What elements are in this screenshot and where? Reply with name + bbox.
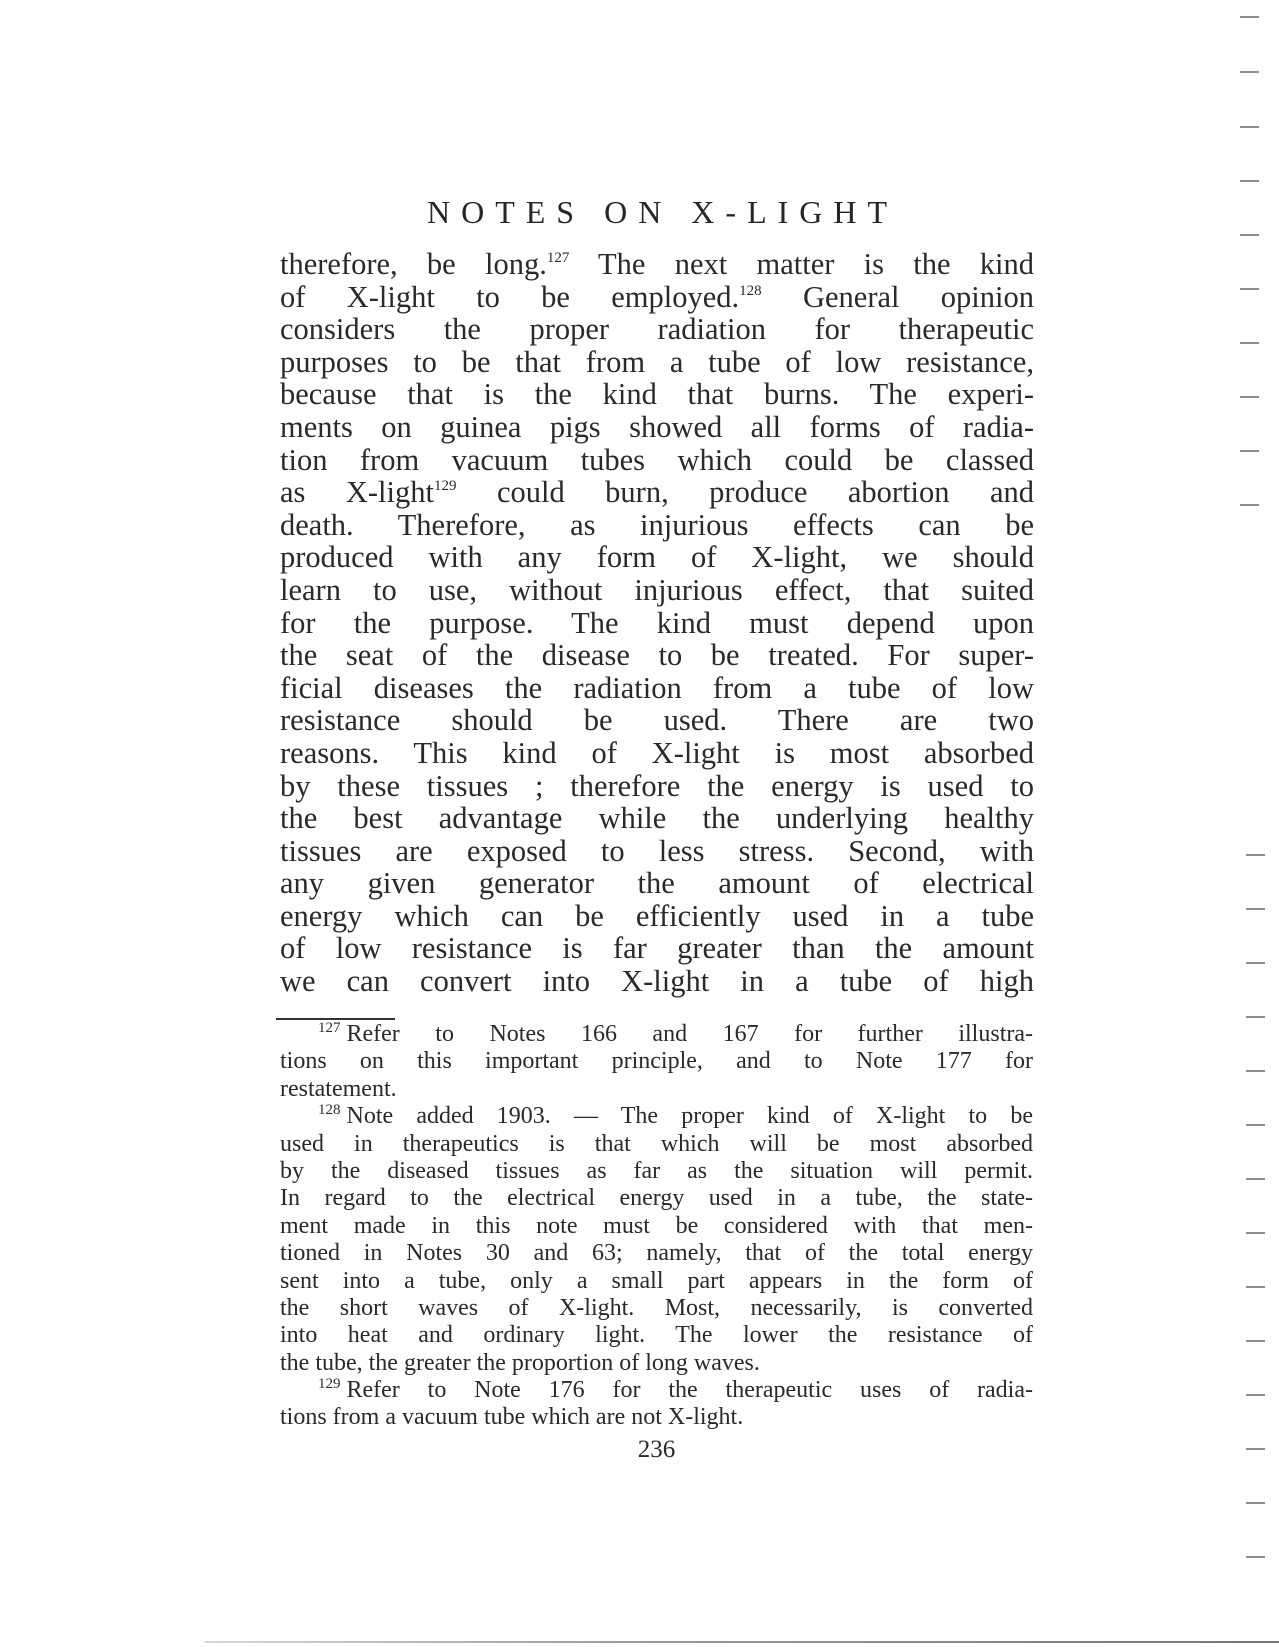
body-line: considers the proper radiation for therapeutic <box>280 312 1034 347</box>
scan-bottom-edge-line <box>205 1641 1279 1643</box>
ruler-tick-mark <box>1246 1124 1265 1126</box>
ruler-tick-mark <box>1240 126 1259 128</box>
body-line: by these tissues ; therefore the energy is used to <box>280 768 1034 803</box>
body-line: ments on guinea pigs showed all forms of radia- <box>280 409 1034 444</box>
body-line: ficial diseases the radiation from a tube of low <box>280 670 1034 705</box>
footnote-128-line: the short waves of X-light. Most, necessarily, is converted <box>280 1294 1033 1321</box>
footnote-128-line: tioned in Notes 30 and 63; namely, that of the total energy <box>280 1240 1033 1267</box>
body-line: resistance should be used. There are two <box>280 703 1034 738</box>
ruler-tick-mark <box>1240 396 1259 398</box>
ruler-tick-mark <box>1240 16 1259 18</box>
ruler-tick-mark <box>1246 1502 1265 1504</box>
ruler-tick-mark <box>1246 1178 1265 1180</box>
body-line: the best advantage while the underlying healthy <box>280 801 1034 836</box>
ruler-tick-mark <box>1246 1232 1265 1234</box>
body-line: produced with any form of X-light, we should <box>280 540 1034 575</box>
body-line: energy which can be efficiently used in a tube <box>280 898 1034 933</box>
ruler-tick-mark <box>1240 504 1259 506</box>
footnote-ref[interactable]: 129 <box>433 478 457 495</box>
footnote-129-line: tions from a vacuum tube which are not X-light. <box>280 1404 744 1431</box>
footnote-number: 129 <box>318 1376 341 1393</box>
ruler-tick-mark <box>1240 342 1259 344</box>
body-line: we can convert into X-light in a tube of high <box>280 964 1034 999</box>
footnote-128-line: ment made in this note must be considered with that men- <box>280 1212 1033 1239</box>
footnote-127-line: restatement. <box>280 1075 397 1102</box>
footnote-number: 127 <box>318 1020 341 1036</box>
footnote-128-line: $^{128}$ Note added 1903. — The proper kind of X-light to be <box>318 1102 1033 1130</box>
ruler-tick-mark <box>1246 1394 1265 1396</box>
ruler-tick-mark <box>1246 962 1265 964</box>
footnote-129-line: $^{129}$ Refer to Note 176 for the therapeutic uses of radia- <box>318 1376 1033 1404</box>
body-line: any given generator the amount of electrical <box>280 866 1034 901</box>
ruler-tick-mark <box>1246 1448 1265 1450</box>
body-line: for the purpose. The kind must depend upon <box>280 605 1034 640</box>
footnote-127-line: tions on this important principle, and to Note 177 for <box>280 1048 1033 1075</box>
ruler-tick-mark <box>1240 180 1259 182</box>
body-line: of low resistance is far greater than the amount <box>280 931 1034 966</box>
footnote-ref[interactable]: 127 <box>546 250 570 266</box>
body-line: tion from vacuum tubes which could be classed <box>280 442 1034 477</box>
body-line: learn to use, without injurious effect, that suited <box>280 572 1034 607</box>
body-line: tissues are exposed to less stress. Second, with <box>280 833 1034 868</box>
footnote-127-line: $^{127}$ Refer to Notes 166 and 167 for further illustra- <box>318 1020 1033 1047</box>
ruler-tick-mark <box>1240 450 1259 452</box>
body-line: as X-light$^{129}$ could burn, produce abortion and <box>280 475 1034 510</box>
ruler-tick-mark <box>1240 288 1259 290</box>
ruler-tick-mark <box>1246 1016 1265 1018</box>
scan-edge-ruler <box>1238 0 1268 1647</box>
body-line: death. Therefore, as injurious effects can be <box>280 507 1034 542</box>
ruler-tick-mark <box>1240 71 1259 73</box>
ruler-tick-mark <box>1246 1070 1265 1072</box>
body-line: of X-light to be employed.$^{128}$ General opinion <box>280 279 1035 314</box>
ruler-tick-mark <box>1246 1340 1265 1342</box>
footnote-128-line: used in therapeutics is that which will be most absorbed <box>280 1130 1033 1157</box>
ruler-tick-mark <box>1246 1556 1265 1558</box>
footnote-128-line: the tube, the greater the proportion of long waves. <box>280 1349 760 1376</box>
ruler-tick-mark <box>1246 908 1265 910</box>
footnote-128-line: into heat and ordinary light. The lower the resistance of <box>280 1322 1033 1349</box>
running-head: NOTES ON X-LIGHT <box>426 194 899 230</box>
ruler-tick-mark <box>1240 234 1259 236</box>
ruler-tick-mark <box>1246 854 1265 856</box>
body-line: therefore, be long.$^{127}$ The next matter is the kind <box>280 247 1034 281</box>
page-number: 236 <box>637 1436 676 1463</box>
body-line: because that is the kind that burns. The experi- <box>280 377 1034 412</box>
ruler-tick-mark <box>1246 1286 1265 1288</box>
body-line: the seat of the disease to be treated. For super- <box>280 638 1034 673</box>
footnotes <box>280 1021 1033 1432</box>
footnote-ref[interactable]: 128 <box>739 282 762 299</box>
footnote-128-line: sent into a tube, only a small part appears in the form of <box>280 1267 1033 1294</box>
footnote-number: 128 <box>318 1102 341 1119</box>
footnote-128-line: by the diseased tissues as far as the situation will permit. <box>280 1157 1033 1184</box>
body-line: reasons. This kind of X-light is most absorbed <box>280 735 1034 770</box>
footnote-128-line: In regard to the electrical energy used in a tube, the state- <box>280 1185 1033 1212</box>
body-line: purposes to be that from a tube of low resistance, <box>280 344 1034 379</box>
body-text <box>280 248 1034 998</box>
